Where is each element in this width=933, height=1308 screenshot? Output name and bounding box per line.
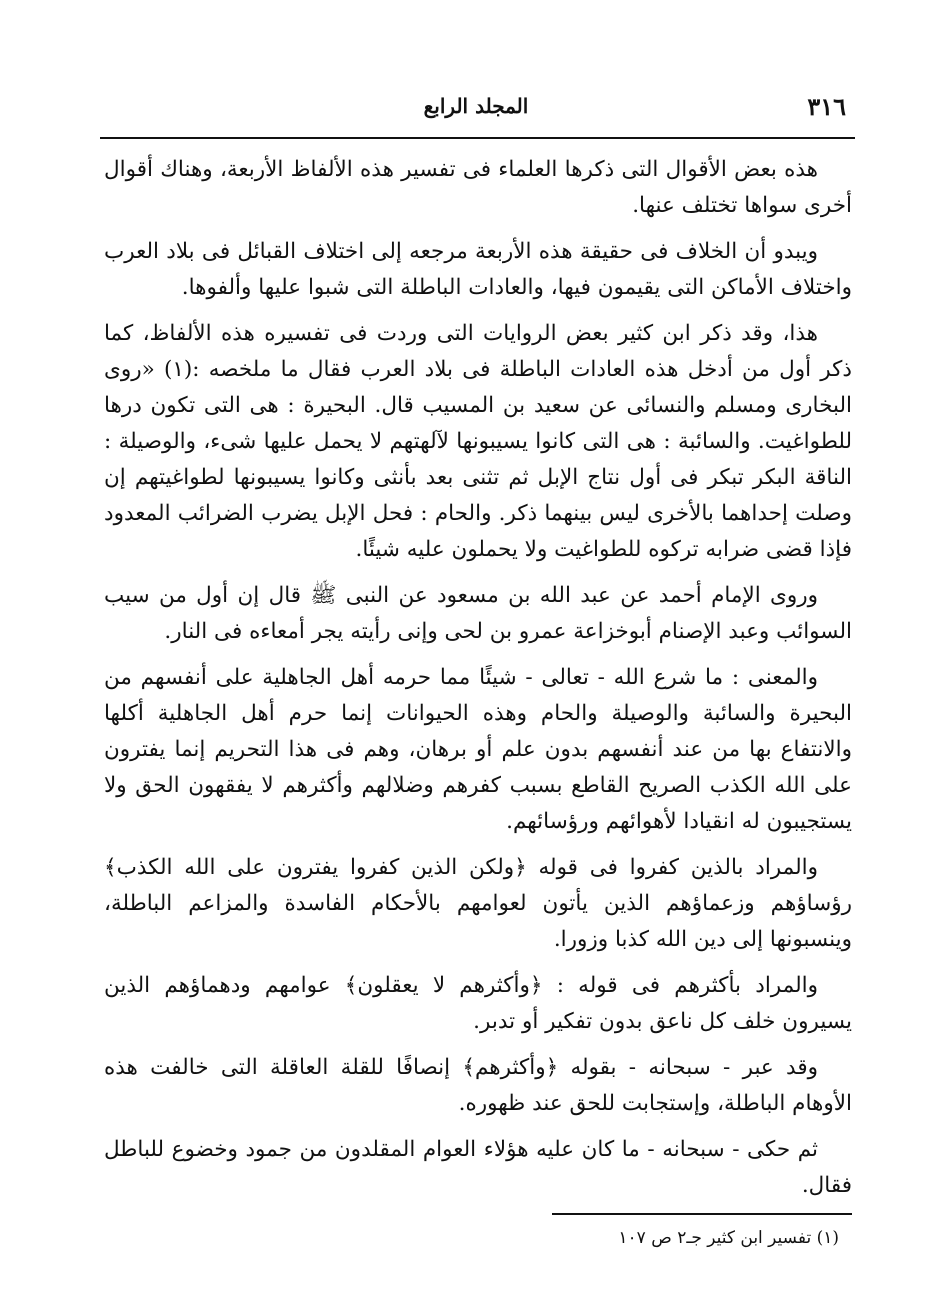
page-number: ٣١٦ bbox=[807, 92, 846, 121]
paragraph: هذه بعض الأقوال التى ذكرها العلماء فى تفسير هذه الألفاظ الأربعة، وهناك أقوال أخرى سواها تختلف عنها. bbox=[104, 157, 852, 218]
volume-title: المجلد الرابع bbox=[423, 94, 529, 118]
page-header bbox=[100, 88, 852, 128]
paragraph: والمراد بالذين كفروا فى قوله ﴿ولكن الذين كفروا يفترون على الله الكذب﴾ رؤساؤهم وزعماؤهم الذين يأتون لعوامهم بالأحكام الفاسدة والمزاعم الباطلة، وينسبونها إلى دين الله كذبا وزورا. bbox=[104, 855, 852, 952]
paragraph: والمعنى : ما شرع الله - تعالى - شيئًا مما حرمه أهل الجاهلية على أنفسهم من البحيرة والسائبة والوصيلة والحام وهذه الحيوانات إنما حرم أهل الجاهلية أكلها والانتفاع بها من عند أنفسهم بدون علم أو برهان، وهم فى هذا التحريم إنما يفترون على الله الكذب الصريح القاطع بسبب كفرهم وضلالهم وأكثرهم لا يفقهون الحق ولا يستجيبون له انقيادا لأهوائهم ورؤسائهم. bbox=[104, 665, 853, 834]
header-divider bbox=[100, 137, 855, 139]
page-body bbox=[104, 152, 852, 1214]
paragraph: وروى الإمام أحمد عن عبد الله بن مسعود عن النبى ﷺ قال إن أول من سيب السوائب وعبد الإصنام أبوخزاعة عمرو بن لحى وإنى رأيته يجر أمعاءه فى النار. bbox=[104, 583, 852, 644]
footnote: (١) تفسير ابن كثير جـ٢ ص ١٠٧ bbox=[618, 1228, 839, 1248]
paragraph: والمراد بأكثرهم فى قوله : ﴿وأكثرهم لا يعقلون﴾ عوامهم ودهماؤهم الذين يسيرون خلف كل ناعق بدون تفكير أو تدبر. bbox=[104, 973, 852, 1034]
paragraph: هذا، وقد ذكر ابن كثير بعض الروايات التى وردت فى تفسيره هذه الألفاظ، كما ذكر أول من أدخل هذه العادات الباطلة فى بلاد العرب فقال ما ملخصه :(١) «روى البخارى ومسلم والنسائى عن سعيد بن المسيب قال. البحيرة : هى التى تكون درها للطواغيت. والسائبة : هى التى كانوا يسيبونها لآلهتهم لا يحمل عليها شىء، والوصيلة : الناقة البكر تبكر فى أول نتاج الإبل ثم تثنى بعد بأنثى وكانوا يسيبونها لطواغيتهم إن وصلت إحداهما بالأخرى ليس بينهما ذكر. والحام : فحل الإبل يضرب الضرائب المعدود فإذا قضى ضرابه تركوه للطواغيت ولا يحملون عليه شيئًا. bbox=[104, 321, 852, 562]
paragraph: ثم حكى - سبحانه - ما كان عليه هؤلاء العوام المقلدون من جمود وخضوع للباطل فقال. bbox=[104, 1137, 852, 1198]
footnote-divider bbox=[552, 1213, 852, 1215]
paragraph: وقد عبر - سبحانه - بقوله ﴿وأكثرهم﴾ إنصافًا للقلة العاقلة التى خالفت هذه الأوهام الباطلة، وإستجابت للحق عند ظهوره. bbox=[104, 1055, 852, 1116]
paragraph: ويبدو أن الخلاف فى حقيقة هذه الأربعة مرجعه إلى اختلاف القبائل فى بلاد العرب واختلاف الأماكن التى يقيمون فيها، والعادات الباطلة التى شبوا عليها وألفوها. bbox=[104, 239, 852, 300]
